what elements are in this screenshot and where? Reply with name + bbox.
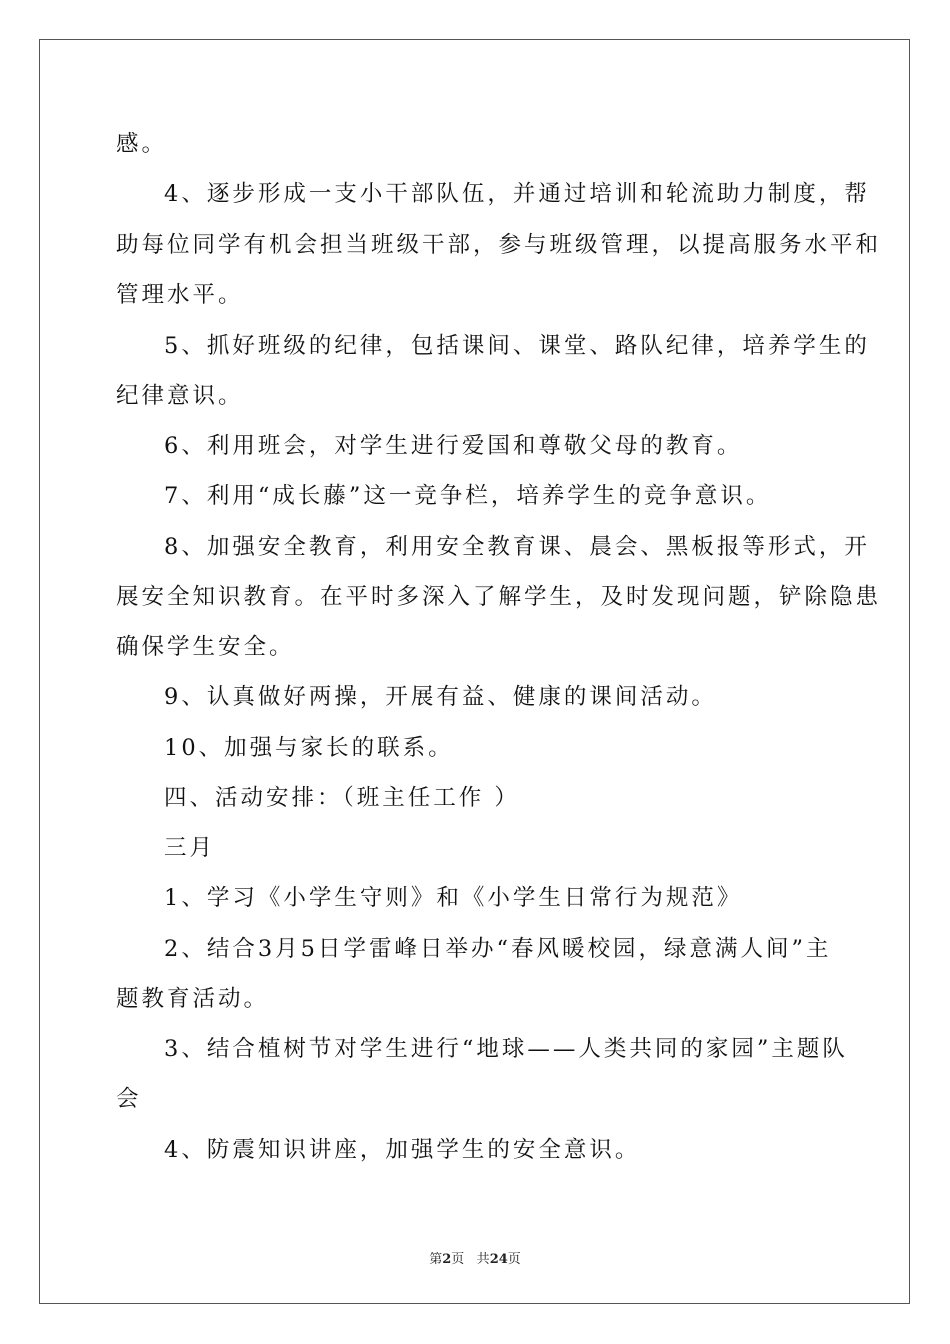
- page-footer: [0, 1248, 950, 1267]
- footer-prefix: 第: [429, 1252, 443, 1267]
- text-line: 管理水平。: [116, 282, 244, 308]
- footer-page-number: 2: [442, 1252, 452, 1267]
- text-line: 4、防震知识讲座，加强学生的安全意识。: [164, 1137, 641, 1163]
- text-line: 4、逐步形成一支小干部队伍，并通过培训和轮流助力制度，帮: [164, 181, 870, 207]
- text-line: 5、抓好班级的纪律，包括课间、课堂、路队纪律，培养学生的: [164, 333, 870, 359]
- text-line: 展安全知识教育。在平时多深入了解学生，及时发现问题，铲除隐患: [116, 584, 882, 610]
- month-heading: 三月: [164, 835, 216, 861]
- text-line: 2、结合3月5日学雷峰日举办“春风暖校园，绿意满人间”主: [164, 936, 832, 962]
- text-line: 10、加强与家长的联系。: [164, 735, 454, 761]
- text-line: 3、结合植树节对学生进行“地球——人类共同的家园”主题队: [164, 1036, 848, 1062]
- text-line: 助每位同学有机会担当班级干部，参与班级管理，以提高服务水平和: [116, 232, 882, 258]
- footer-total-prefix: 共: [476, 1252, 490, 1267]
- text-line: 6、利用班会，对学生进行爱国和尊敬父母的教育。: [164, 433, 743, 459]
- text-line: 1、学习《小学生守则》和《小学生日常行为规范》: [164, 885, 743, 911]
- text-line: 8、加强安全教育，利用安全教育课、晨会、黑板报等形式，开: [164, 534, 870, 560]
- text-line: 确保学生安全。: [116, 634, 295, 660]
- footer-page-suffix: 页: [451, 1252, 465, 1267]
- footer-total-suffix: 页: [507, 1252, 521, 1267]
- section-heading: 四、活动安排：（班主任工作 ）: [164, 785, 520, 811]
- text-line: 会: [116, 1086, 142, 1112]
- footer-total-pages: 24: [489, 1252, 508, 1267]
- text-line: 纪律意识。: [116, 383, 244, 409]
- text-line: 7、利用“成长藤”这一竞争栏，培养学生的竞争意识。: [164, 483, 772, 509]
- text-line: 感。: [116, 131, 168, 157]
- text-line: 9、认真做好两操，开展有益、健康的课间活动。: [164, 684, 717, 710]
- text-line: 题教育活动。: [116, 986, 270, 1012]
